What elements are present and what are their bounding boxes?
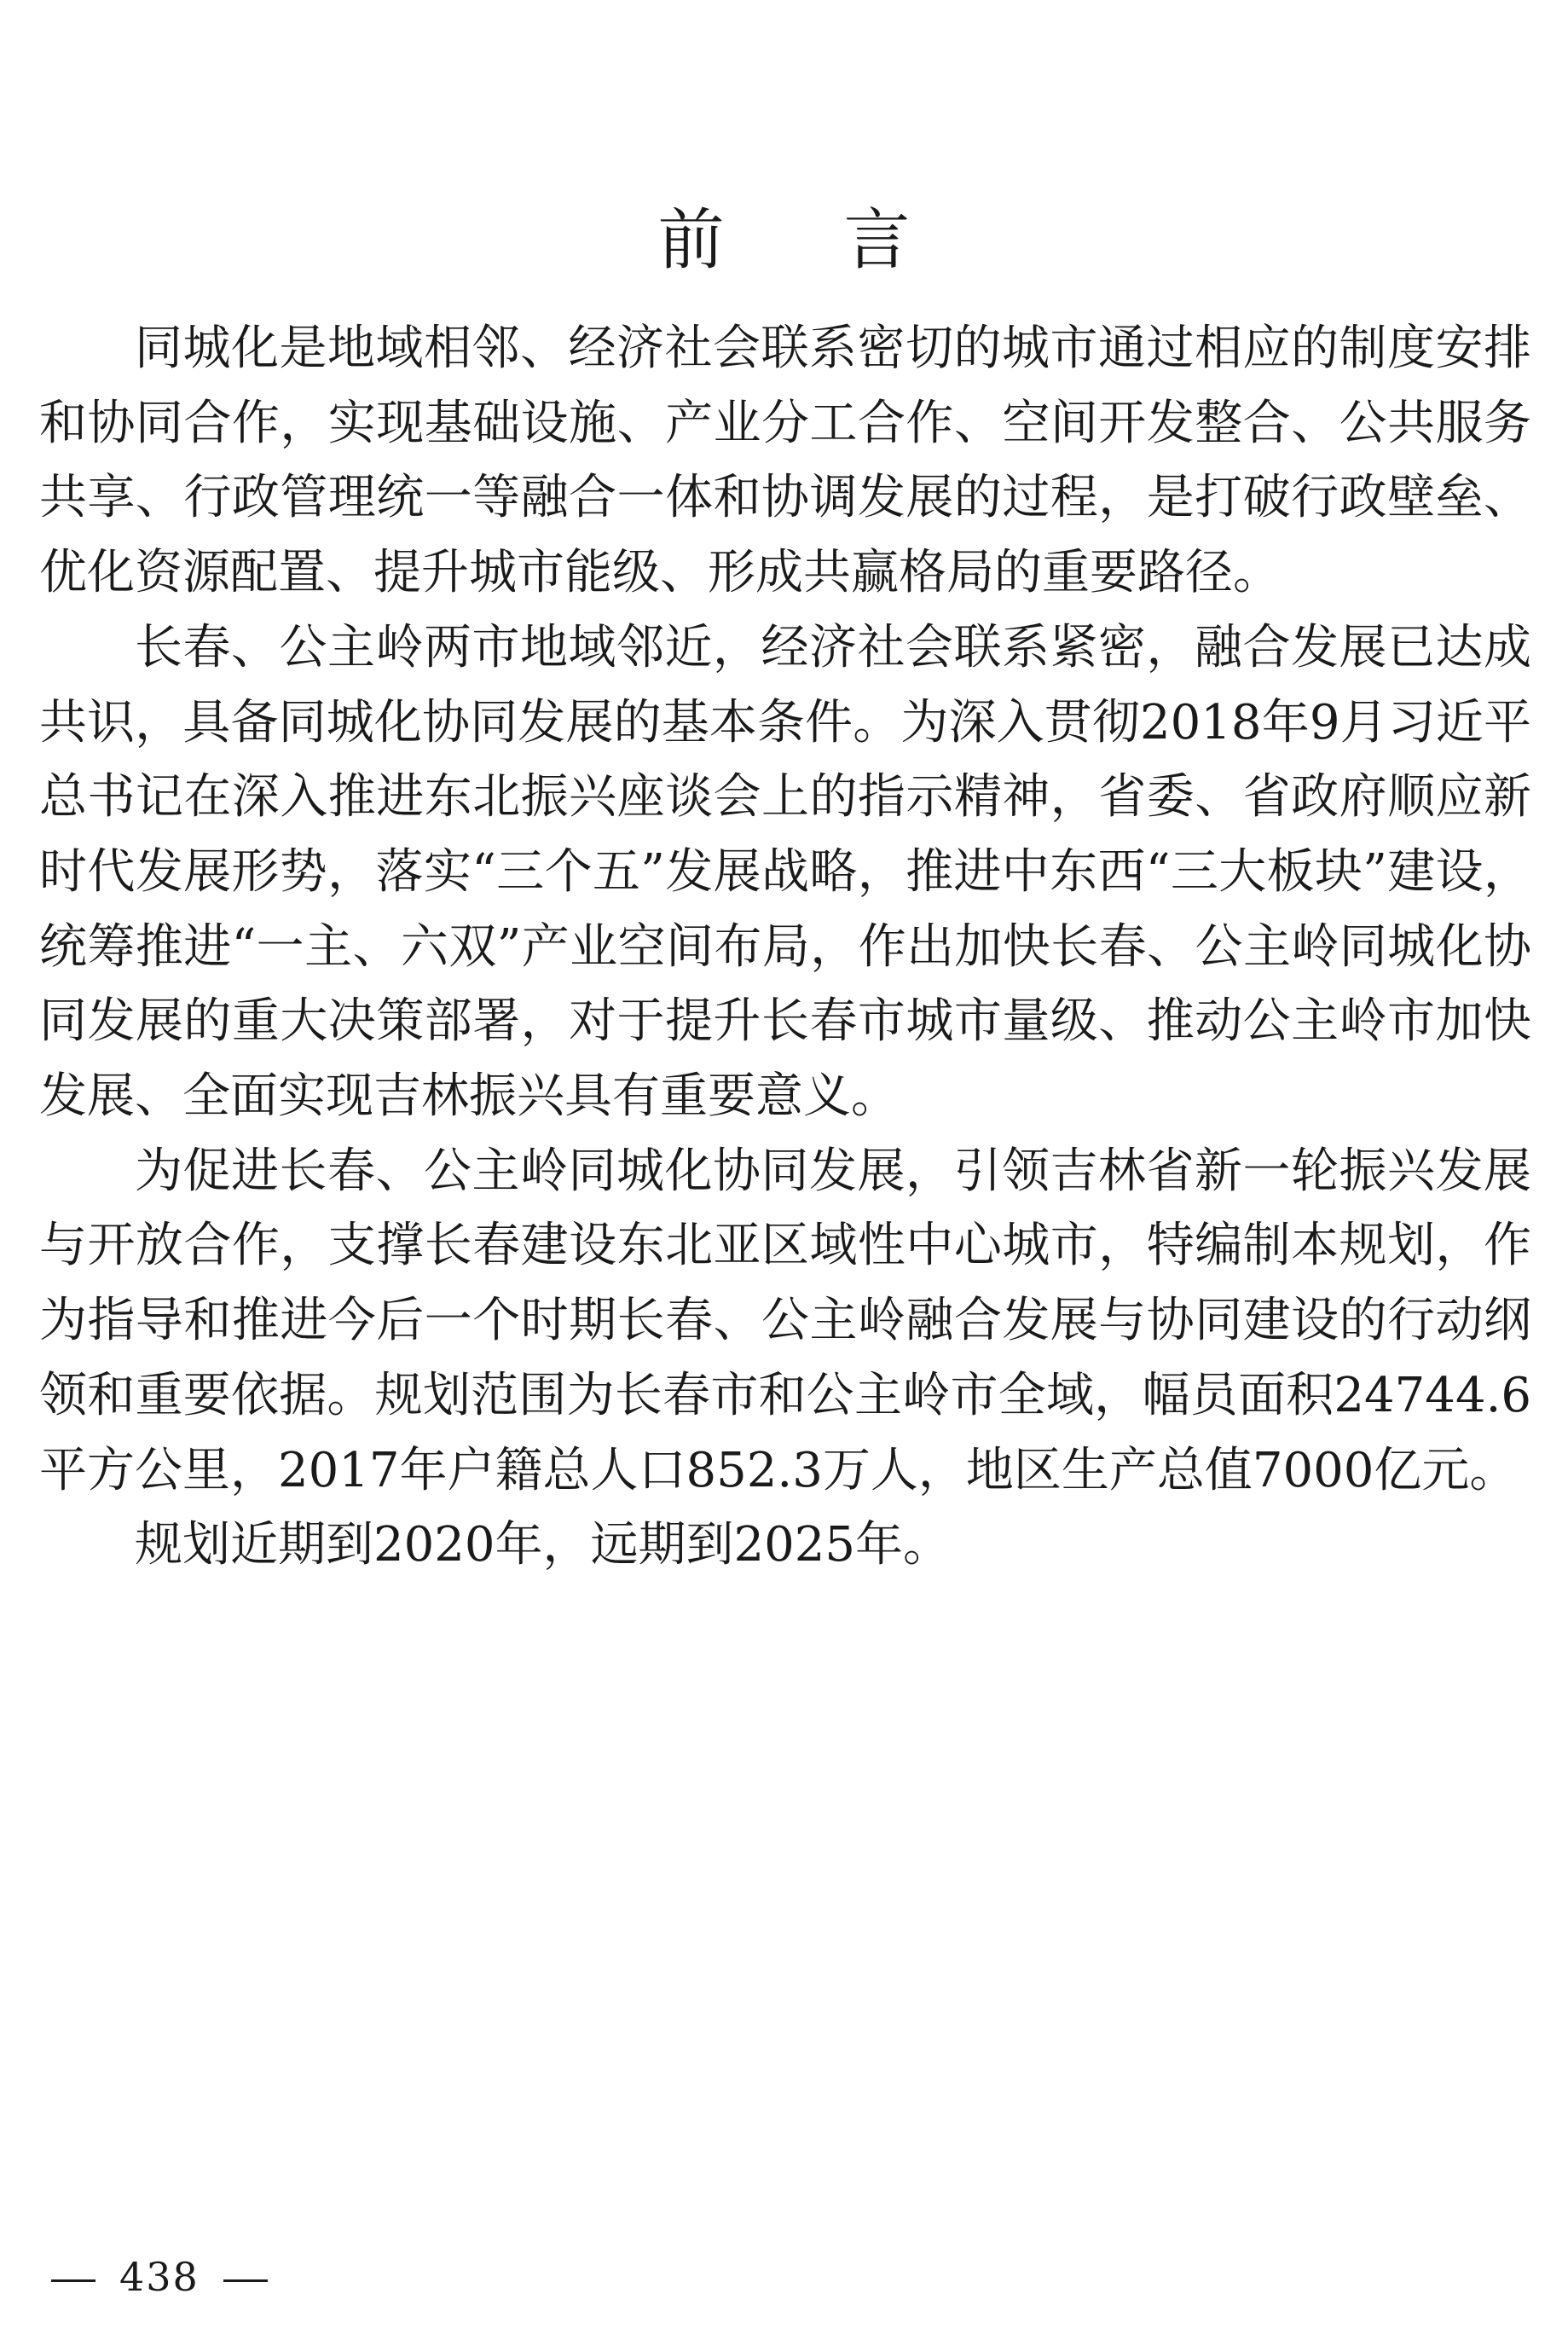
body-text xyxy=(39,311,1531,1583)
page-number: 438 xyxy=(119,2254,200,2300)
paragraph: 同城化是地域相邻、经济社会联系密切的城市通过相应的制度安排和协同合作，实现基础设施、产业分工合作、空间开发整合、公共服务共享、行政管理统一等融合一体和协调发展的过程，是打破行政壁垒、优化资源配置、提升城市能级、形成共赢格局的重要路径。 xyxy=(39,321,1531,601)
footer-dash-right xyxy=(223,2279,268,2282)
footer-dash-left xyxy=(51,2279,95,2282)
paragraph: 长春、公主岭两市地域邻近，经济社会联系紧密，融合发展已达成共识，具备同城化协同发展的基本条件。为深入贯彻2018年9月习近平总书记在深入推进东北振兴座谈会上的指示精神，省委、省政府顺应新时代发展形势，落实“三个五”发展战略，推进中东西“三大板块”建设，统筹推进“一主、六双”产业空间布局，作出加快长春、公主岭同城化协同发展的重大决策部署，对于提升长春市城市量级、推动公主岭市加快发展、全面实现吉林振兴具有重要意义。 xyxy=(39,619,1531,1125)
page-title: 前言 xyxy=(657,202,1030,280)
paragraph: 为促进长春、公主岭同城化协同发展，引领吉林省新一轮振兴发展与开放合作，支撑长春建设东北亚区域性中心城市，特编制本规划，作为指导和推进今后一个时期长春、公主岭融合发展与协同建设的行动纲领和重要依据。规划范围为长春市和公主岭市全域，幅员面积24744.6平方公里，2017年户籍总人口852.3万人，地区生产总值7000亿元。 xyxy=(39,1143,1531,1498)
page-footer xyxy=(51,2251,292,2302)
paragraph: 规划近期到2020年，远期到2025年。 xyxy=(135,1517,952,1573)
